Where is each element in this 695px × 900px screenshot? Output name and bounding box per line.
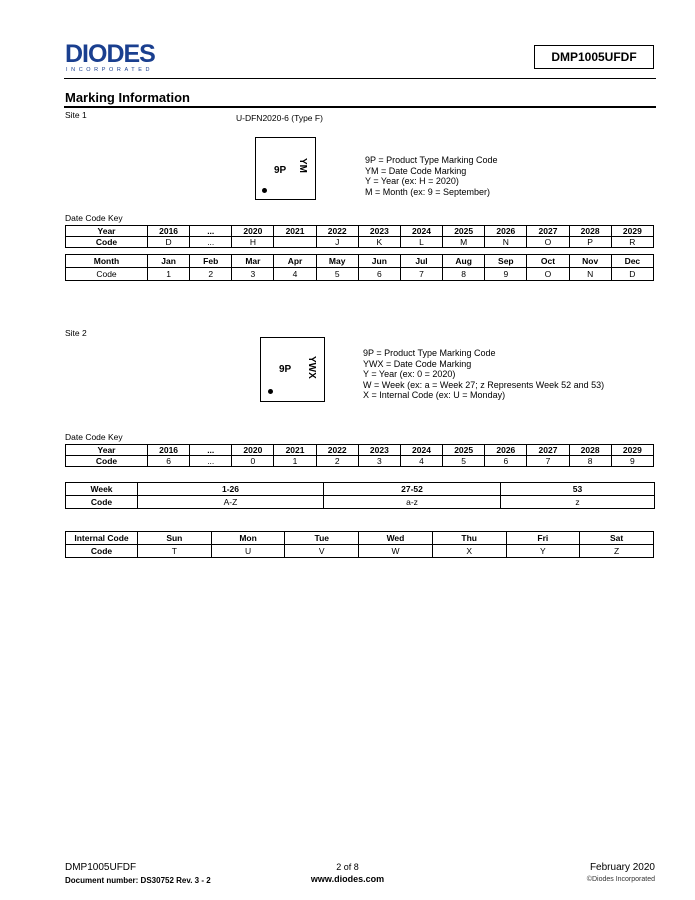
site1-notes <box>365 155 498 197</box>
part-number: DMP1005UFDF <box>551 50 637 64</box>
table-cell: 2027 <box>527 226 569 237</box>
footer-doc-number: Document number: DS30752 Rev. 3 - 2 <box>65 876 211 885</box>
table-cell: Week <box>66 483 138 496</box>
table-cell: W <box>359 545 433 558</box>
note-line: M = Month (ex: 9 = September) <box>365 186 491 197</box>
note-line: 9P = Product Type Marking Code <box>363 348 496 358</box>
table-cell: 4 <box>274 268 316 281</box>
table-cell: 7 <box>400 268 442 281</box>
table-cell: V <box>285 545 359 558</box>
section-title: Marking Information <box>65 90 190 105</box>
site1-package-drawing <box>255 137 316 200</box>
table-cell: 2024 <box>400 445 442 456</box>
table-header-row <box>66 532 654 545</box>
table-header-row <box>66 255 654 268</box>
table-cell: 2029 <box>611 226 653 237</box>
table-cell: 5 <box>443 456 485 467</box>
table-cell: ... <box>190 237 232 248</box>
footer-date: February 2020 <box>589 862 655 873</box>
footer-page-number: 2 of 8 <box>336 862 359 872</box>
pin1-dot <box>268 389 273 394</box>
table-row <box>66 237 654 248</box>
table-cell: Dec <box>611 255 653 268</box>
table-cell: 2021 <box>274 445 316 456</box>
table-cell: 7 <box>527 456 569 467</box>
table-cell: Feb <box>190 255 232 268</box>
table-cell: J <box>316 237 358 248</box>
table-cell: 8 <box>443 268 485 281</box>
table-cell: X <box>432 545 506 558</box>
logo-text: DIODES <box>65 40 155 68</box>
note-line: 9P = Product Type Marking Code <box>365 155 498 165</box>
table-cell: 3 <box>232 268 274 281</box>
table-cell: Sat <box>580 532 654 545</box>
table-cell: P <box>569 237 611 248</box>
site1-year-table <box>65 225 654 248</box>
site1-label: Site 1 <box>65 110 87 120</box>
table-cell: 0 <box>232 456 274 467</box>
note-line: Y = Year (ex: H = 2020) <box>365 176 459 186</box>
table-row <box>66 545 654 558</box>
table-cell: ... <box>190 456 232 467</box>
part-number-box <box>534 45 654 69</box>
table-cell: 2025 <box>443 445 485 456</box>
table-cell: U <box>211 545 285 558</box>
table-cell: Jan <box>148 255 190 268</box>
table-cell: Wed <box>359 532 433 545</box>
table-cell: 6 <box>485 456 527 467</box>
table-cell: z <box>501 496 655 509</box>
logo-subtext: INCORPORATED <box>66 67 154 73</box>
table-cell: 2020 <box>232 226 274 237</box>
footer-url-link[interactable]: www.diodes.com <box>310 874 385 884</box>
diodes-logo <box>65 40 185 74</box>
table-cell: 2026 <box>485 445 527 456</box>
site2-date-mark: YWX <box>306 356 317 379</box>
table-header-row <box>66 445 654 456</box>
site1-mark-code: 9P <box>274 165 287 176</box>
table-cell: N <box>569 268 611 281</box>
table-cell: Oct <box>527 255 569 268</box>
table-cell: Code <box>66 496 138 509</box>
table-row <box>66 268 654 281</box>
site2-date-code-key: Date Code Key <box>65 432 123 442</box>
table-cell: 2016 <box>148 226 190 237</box>
table-header-row <box>66 483 655 496</box>
table-cell: Aug <box>443 255 485 268</box>
table-cell: A-Z <box>138 496 324 509</box>
site2-year-table <box>65 444 654 467</box>
table-row <box>66 456 654 467</box>
table-cell: 2024 <box>400 226 442 237</box>
table-cell: Tue <box>285 532 359 545</box>
table-cell: 2022 <box>316 445 358 456</box>
note-line: YWX = Date Code Marking <box>363 358 472 369</box>
table-cell: 5 <box>316 268 358 281</box>
table-cell: N <box>485 237 527 248</box>
site1-package-name: U-DFN2020-6 (Type F) <box>236 113 323 123</box>
section-rule <box>64 106 656 108</box>
site1-month-table <box>65 254 654 281</box>
table-cell: O <box>527 237 569 248</box>
table-cell: 2027 <box>527 445 569 456</box>
table-cell: 8 <box>569 456 611 467</box>
table-cell: 6 <box>148 456 190 467</box>
table-cell: 2020 <box>232 445 274 456</box>
table-cell: Year <box>66 445 148 456</box>
table-cell: M <box>443 237 485 248</box>
header-rule <box>64 78 656 79</box>
table-cell: Code <box>66 456 148 467</box>
table-cell: Jul <box>400 255 442 268</box>
table-cell: 4 <box>400 456 442 467</box>
site2-label: Site 2 <box>65 328 87 338</box>
table-cell: Year <box>66 226 148 237</box>
table-cell: Jun <box>358 255 400 268</box>
table-cell: 2021 <box>274 226 316 237</box>
table-cell: 27-52 <box>324 483 501 496</box>
table-cell: D <box>611 268 653 281</box>
table-cell: Code <box>66 545 138 558</box>
table-cell: Month <box>66 255 148 268</box>
table-cell: 53 <box>501 483 655 496</box>
table-cell: Code <box>66 268 148 281</box>
table-cell: 1-26 <box>138 483 324 496</box>
site2-package-drawing <box>260 337 325 402</box>
table-cell: a-z <box>324 496 501 509</box>
table-cell: D <box>148 237 190 248</box>
table-cell: 2023 <box>358 445 400 456</box>
table-cell: 2025 <box>443 226 485 237</box>
footer-part-number: DMP1005UFDF <box>65 862 137 873</box>
note-line: W = Week (ex: a = Week 27; z Represents Week 52 and 53) <box>363 379 605 390</box>
site2-week-table <box>65 482 655 509</box>
table-cell: Sun <box>138 532 212 545</box>
table-cell: 2023 <box>358 226 400 237</box>
site2-notes <box>363 348 604 401</box>
table-cell: K <box>358 237 400 248</box>
table-cell: 2029 <box>611 445 653 456</box>
table-cell: Sep <box>485 255 527 268</box>
table-cell: Internal Code <box>66 532 138 545</box>
table-cell: 2 <box>190 268 232 281</box>
table-cell <box>274 237 316 248</box>
table-cell: 2028 <box>569 445 611 456</box>
table-cell: R <box>611 237 653 248</box>
table-cell: Nov <box>569 255 611 268</box>
table-cell: Code <box>66 237 148 248</box>
table-cell: Fri <box>506 532 580 545</box>
table-cell: Mon <box>211 532 285 545</box>
note-line: YM = Date Code Marking <box>365 165 467 176</box>
table-cell: Y <box>506 545 580 558</box>
table-cell: 9 <box>485 268 527 281</box>
table-cell: Mar <box>232 255 274 268</box>
table-cell: H <box>232 237 274 248</box>
table-cell: L <box>400 237 442 248</box>
table-cell: ... <box>190 445 232 456</box>
site1-date-code-key: Date Code Key <box>65 213 123 223</box>
table-cell: 6 <box>358 268 400 281</box>
table-header-row <box>66 226 654 237</box>
table-cell: 1 <box>148 268 190 281</box>
note-line: Y = Year (ex: 0 = 2020) <box>363 369 456 379</box>
note-line: X = Internal Code (ex: U = Monday) <box>363 390 506 400</box>
table-cell: 2022 <box>316 226 358 237</box>
site2-internal-code-table <box>65 531 654 558</box>
table-cell: Z <box>580 545 654 558</box>
table-cell: O <box>527 268 569 281</box>
table-cell: 2 <box>316 456 358 467</box>
table-cell: 2026 <box>485 226 527 237</box>
table-cell: 2016 <box>148 445 190 456</box>
site1-date-mark: YM <box>297 158 308 173</box>
table-cell: Thu <box>432 532 506 545</box>
table-cell: Apr <box>274 255 316 268</box>
table-cell: 2028 <box>569 226 611 237</box>
table-cell: 9 <box>611 456 653 467</box>
table-cell: 3 <box>358 456 400 467</box>
pin1-dot <box>262 188 267 193</box>
table-cell: ... <box>190 226 232 237</box>
footer-copyright: ©Diodes Incorporated <box>586 876 655 883</box>
site2-mark-code: 9P <box>279 364 292 375</box>
table-row <box>66 496 655 509</box>
table-cell: T <box>138 545 212 558</box>
table-cell: May <box>316 255 358 268</box>
table-cell: 1 <box>274 456 316 467</box>
